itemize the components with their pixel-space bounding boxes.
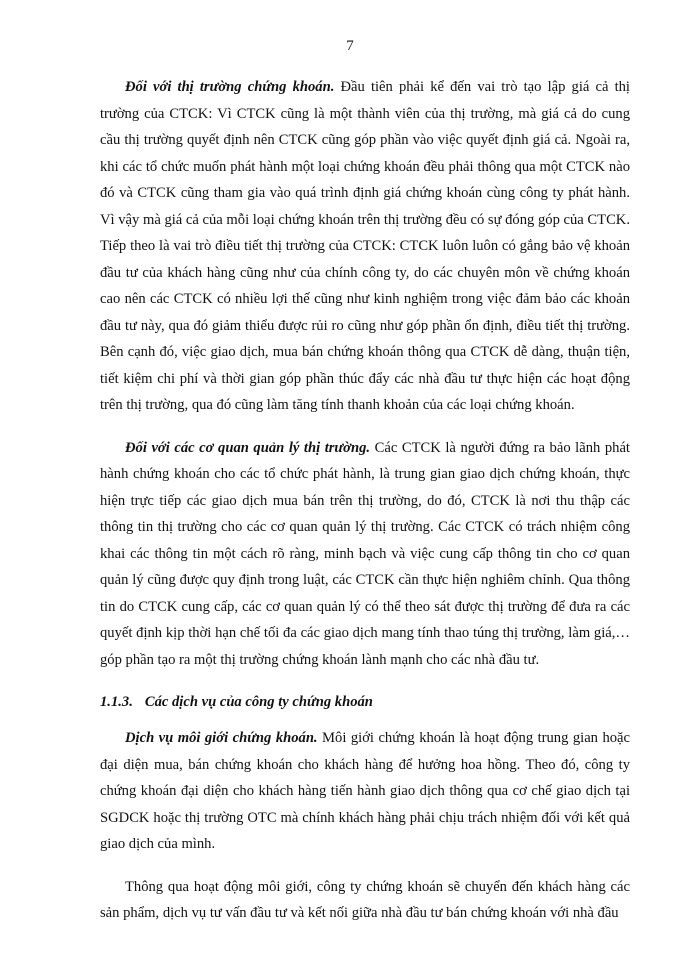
paragraph-lead: Đối với các cơ quan quản lý thị trường. — [125, 439, 371, 456]
paragraph-regulators — [100, 435, 630, 674]
paragraph-text: Môi giới chứng khoán là hoạt động trung gian hoặc đại diện mua, bán chứng khoán cho khách hàng để hưởng hoa hồng. Theo đó, công ty chứng khoán đại diện cho khách hàng tiến hành giao dịch thông qua cơ chế giao dịch tại SGDCK hoặc thị trường OTC mà chính khách hàng phải chịu trách nhiệm đối với kết quả giao dịch của mình. — [100, 730, 630, 852]
section-heading — [100, 689, 630, 715]
paragraph-brokerage-continued — [100, 874, 630, 927]
document-body — [100, 74, 630, 943]
paragraph-text: Đầu tiên phải kể đến vai trò tạo lập giá cả thị trường của CTCK: Vì CTCK cũng là một thành viên của thị trường, mà giá cả do cung cầu thị trường quyết định nên CTCK cũng góp phần vào việc quyết định giá cả. Ngoài ra, khi các tổ chức muốn phát hành một loại chứng khoán đều phải thông qua một CTCK nào đó và CTCK cũng tham gia vào quá trình định giá chứng khoán cùng công ty phát hành. Vì vậy mà giá cả của mỗi loại chứng khoán trên thị trường đều có sự đóng góp của CTCK. Tiếp theo là vai trò điều tiết thị trường của CTCK: CTCK luôn luôn có gắng bảo vệ khoản đầu tư của khách hàng cũng như của chính công ty, do các chuyên môn về chứng khoán cao nên các CTCK có nhiều lợi thế cũng như kinh nghiệm trong việc đảm bảo các khoản đầu tư này, qua đó giảm thiểu được rủi ro cũng như góp phần ổn định, điều tiết thị trường. Bên cạnh đó, việc giao dịch, mua bán chứng khoán thông qua CTCK dễ dàng, thuận tiện, tiết kiệm chi phí và thời gian góp phần thúc đẩy các nhà đầu tư thực hiện các hoạt động trên thị trường, qua đó cũng làm tăng tính thanh khoản của các loại chứng khoán. — [100, 79, 630, 413]
paragraph-stock-market — [100, 74, 630, 419]
paragraph-brokerage — [100, 725, 630, 858]
paragraph-lead: Đối với thị trường chứng khoán. — [125, 79, 335, 95]
section-number: 1.1.3. — [100, 694, 133, 710]
page-number: 7 — [346, 38, 354, 54]
paragraph-lead: Dịch vụ môi giới chứng khoán. — [125, 730, 318, 746]
paragraph-text: Các CTCK là người đứng ra bảo lãnh phát hành chứng khoán cho các tổ chức phát hành, là trung gian giao dịch chứng khoán, thực hiện trực tiếp các giao dịch mua bán trên thị trường, do đó, CTCK là nơi thu thập các thông tin thị trường cho các cơ quan quản lý thị trường. Các CTCK có trách nhiệm công khai các thông tin một cách rõ ràng, minh bạch và việc cung cấp thông tin cho cơ quan quản lý cũng được quy định trong luật, các CTCK cần thực hiện nghiêm chỉnh. Qua thông tin do CTCK cung cấp, các cơ quan quản lý có thể theo sát được thị trường để đưa ra các quyết định kịp thời hạn chế tối đa các giao dịch mang tính thao túng thị trường, làm giá,… góp phần tạo ra một thị trường chứng khoán lành mạnh cho các nhà đầu tư. — [100, 439, 630, 668]
section-title: Các dịch vụ của công ty chứng khoán — [144, 694, 373, 710]
paragraph-text: Thông qua hoạt động môi giới, công ty chứng khoán sẽ chuyển đến khách hàng các sản phẩm, dịch vụ tư vấn đầu tư và kết nối giữa nhà đầu tư bán chứng khoán với nhà đầu — [100, 878, 630, 921]
